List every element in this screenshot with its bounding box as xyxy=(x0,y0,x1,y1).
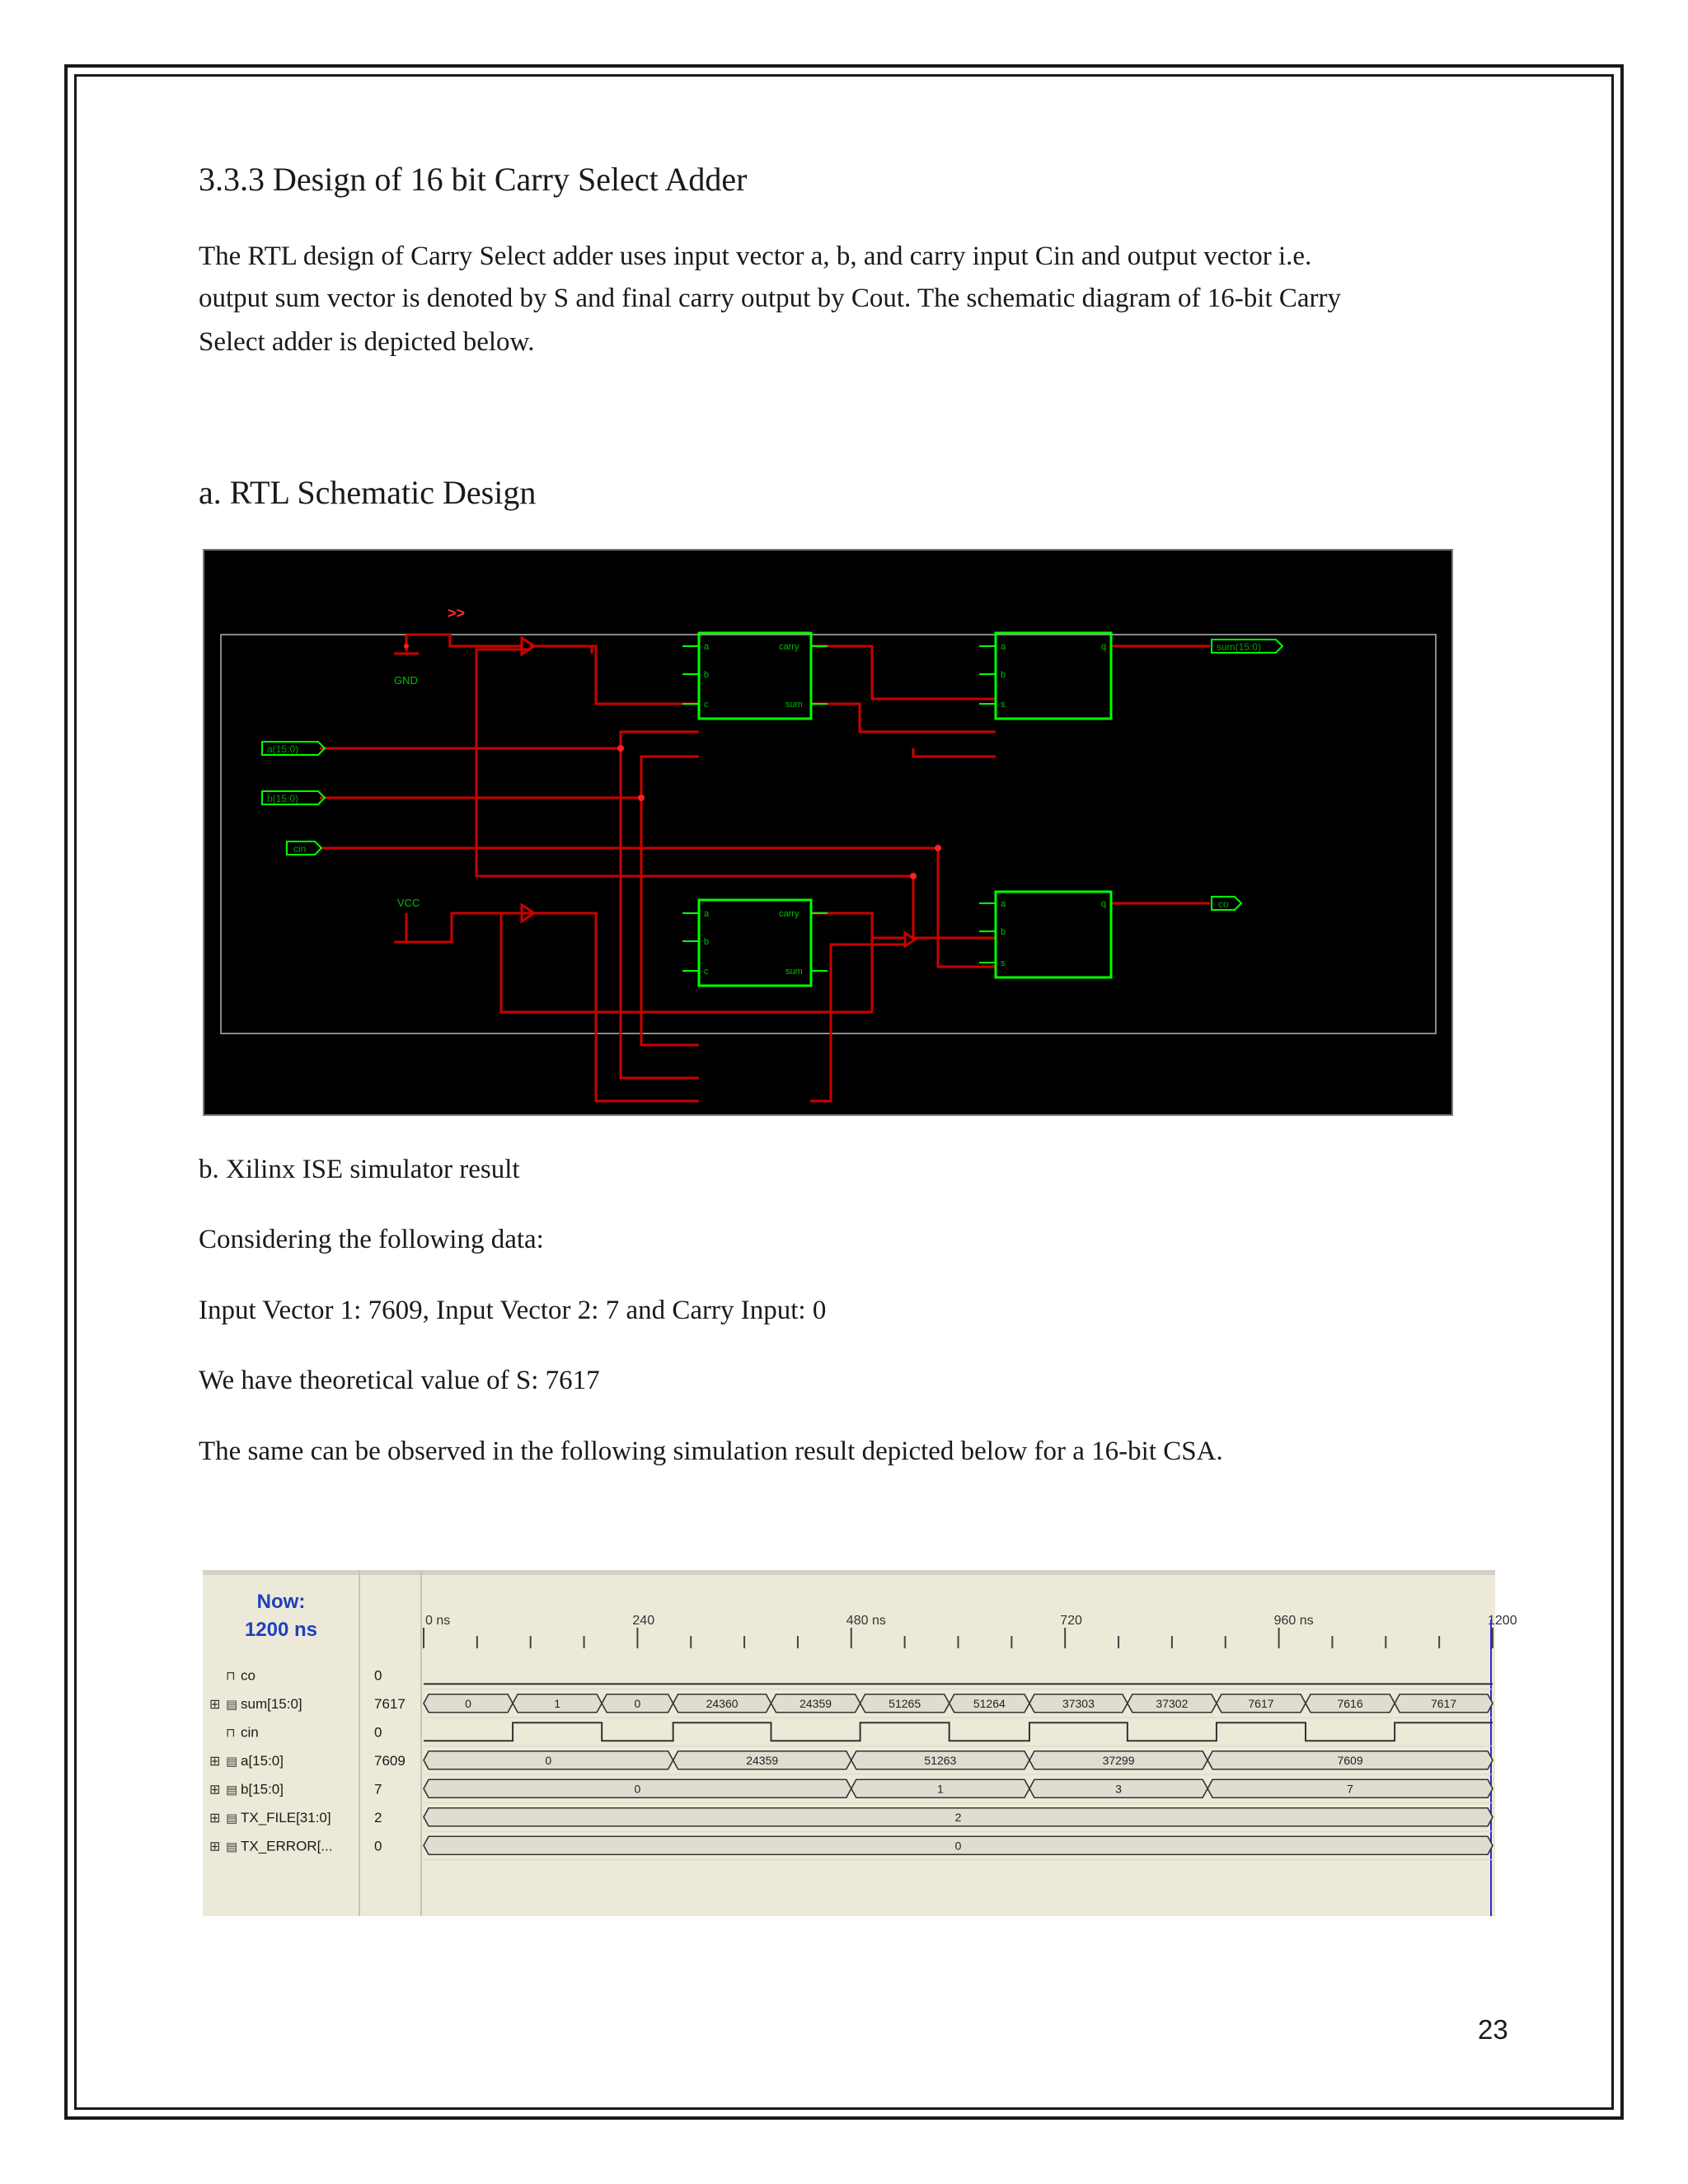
gnd-label: GND xyxy=(394,674,418,687)
signal-value: 7 xyxy=(374,1781,382,1797)
svg-text:cin: cin xyxy=(293,843,307,855)
input-port-a xyxy=(262,742,325,755)
signal-value: 0 xyxy=(374,1724,382,1741)
signal-value: 0 xyxy=(374,1667,382,1684)
bus-segment-value: 2 xyxy=(954,1810,962,1824)
bus-segment-value: 51264 xyxy=(973,1696,1006,1710)
expand-toggle-icon[interactable]: ⊞ xyxy=(209,1697,221,1712)
svg-text:b: b xyxy=(704,937,710,947)
intro-line-1: The RTL design of Carry Select adder uses input vector a, b, and carry input Cin and output vector i.e. xyxy=(199,241,1312,271)
bus-segment-value: 0 xyxy=(465,1696,471,1710)
intro-line-2: output sum vector is denoted by S and final carry output by Cout. The schematic diagram of 16-bit Carry xyxy=(199,284,1341,313)
input-port-cin xyxy=(287,841,321,855)
bus-segment-value: 1 xyxy=(554,1696,561,1710)
time-tick-label: 480 ns xyxy=(846,1614,886,1628)
input-port-b xyxy=(262,791,325,804)
bus-segment-value: 24360 xyxy=(706,1696,738,1710)
svg-text:q: q xyxy=(1101,642,1107,652)
svg-text:c: c xyxy=(704,967,709,977)
bus-segment-value: 1 xyxy=(936,1782,944,1796)
now-label: Now: xyxy=(256,1591,306,1613)
svg-text:s: s xyxy=(1001,700,1006,710)
svg-text:b: b xyxy=(1001,927,1006,937)
simulation-waveform-figure xyxy=(203,1570,1517,1916)
output-port-sum xyxy=(1212,640,1282,653)
svg-text:a: a xyxy=(704,909,710,919)
expand-toggle-icon[interactable]: ⊞ xyxy=(209,1840,221,1854)
bus-segment-value: 24359 xyxy=(746,1753,779,1767)
adder-block-upper xyxy=(682,633,828,719)
signal-value: 0 xyxy=(374,1838,382,1854)
page-number: 23 xyxy=(1478,2014,1508,2045)
bus-segment-value: 24359 xyxy=(799,1696,832,1710)
time-tick-label: 240 xyxy=(632,1614,655,1628)
svg-text:a: a xyxy=(1001,642,1006,652)
svg-text:b: b xyxy=(1001,670,1006,680)
expand-toggle-icon[interactable]: ⊞ xyxy=(209,1811,221,1825)
paragraph-theoretical-value: We have theoretical value of S: 7617 xyxy=(199,1366,600,1395)
svg-text:sum: sum xyxy=(785,700,803,710)
bus-segment-value: 0 xyxy=(545,1753,552,1767)
bus-signal-icon: ▤ xyxy=(226,1697,238,1712)
schematic-junctions xyxy=(404,644,941,879)
schematic-boundary xyxy=(221,635,1436,1033)
now-value: 1200 ns xyxy=(244,1619,318,1641)
svg-text:carry: carry xyxy=(779,642,799,652)
signal-name[interactable]: cin xyxy=(241,1724,259,1741)
bus-segment-value: 0 xyxy=(954,1839,962,1853)
bus-segment-value: 37302 xyxy=(1156,1696,1189,1710)
bus-segment-value: 0 xyxy=(634,1696,641,1710)
bus-segment-value: 7609 xyxy=(1337,1753,1363,1767)
time-tick-label: 1200 xyxy=(1488,1614,1517,1628)
expand-toggle-icon[interactable]: ⊞ xyxy=(209,1783,221,1797)
bus-segment-value: 7616 xyxy=(1337,1696,1363,1710)
paragraph-input-vectors: Input Vector 1: 7609, Input Vector 2: 7 and Carry Input: 0 xyxy=(199,1296,827,1325)
bus-signal-icon: ▤ xyxy=(226,1754,238,1769)
time-tick-label: 960 ns xyxy=(1273,1614,1314,1628)
time-tick-label: 0 ns xyxy=(425,1614,451,1628)
signal-value: 7609 xyxy=(374,1752,406,1769)
signal-value: 2 xyxy=(374,1809,382,1825)
schematic-marker: >> xyxy=(448,605,466,621)
signal-value: 7617 xyxy=(374,1695,406,1712)
bus-segment-value: 7617 xyxy=(1248,1696,1274,1710)
svg-text:b: b xyxy=(704,670,710,680)
svg-text:a: a xyxy=(704,642,710,652)
svg-text:c: c xyxy=(704,700,709,710)
bus-signal-icon: ▤ xyxy=(226,1840,238,1854)
signal-name[interactable]: b[15:0] xyxy=(241,1781,284,1797)
bus-segment-value: 51263 xyxy=(924,1753,957,1767)
bus-segment-value: 0 xyxy=(634,1782,641,1796)
intro-line-3: Select adder is depicted below. xyxy=(199,327,535,357)
signal-name[interactable]: co xyxy=(241,1667,256,1684)
paragraph-observation: The same can be observed in the following simulation result depicted below for a 16-bit CSA. xyxy=(199,1436,1223,1466)
output-port-co xyxy=(1212,897,1241,910)
bus-segment-value: 3 xyxy=(1115,1782,1122,1796)
signal-name[interactable]: sum[15:0] xyxy=(241,1695,302,1712)
svg-text:sum(15:0): sum(15:0) xyxy=(1217,641,1262,653)
bus-signal-icon: ▤ xyxy=(226,1811,238,1825)
svg-text:co: co xyxy=(1218,898,1229,910)
bus-segment-value: 37299 xyxy=(1102,1753,1135,1767)
bus-segment-value: 51265 xyxy=(889,1696,921,1710)
signal-name[interactable]: TX_FILE[31:0] xyxy=(241,1809,331,1825)
vcc-label: VCC xyxy=(397,897,420,909)
svg-text:carry: carry xyxy=(779,909,799,919)
section-title: 3.3.3 Design of 16 bit Carry Select Adder xyxy=(199,161,748,198)
svg-text:a: a xyxy=(1001,899,1006,909)
svg-text:sum: sum xyxy=(785,967,803,977)
bit-signal-icon: ⊓ xyxy=(226,1669,236,1684)
bus-segment-value: 7 xyxy=(1347,1782,1353,1796)
paragraph-considering: Considering the following data: xyxy=(199,1225,544,1254)
signal-name[interactable]: TX_ERROR[... xyxy=(241,1838,333,1854)
expand-toggle-icon[interactable]: ⊞ xyxy=(209,1754,221,1769)
rtl-schematic-figure xyxy=(203,549,1453,1116)
adder-block-lower xyxy=(682,900,828,986)
bus-segment-value: 37303 xyxy=(1062,1696,1095,1710)
subheading-simulator-result: b. Xilinx ISE simulator result xyxy=(199,1155,520,1184)
schematic-nets xyxy=(320,635,1210,1101)
subheading-rtl-schematic: a. RTL Schematic Design xyxy=(199,474,537,511)
signal-name[interactable]: a[15:0] xyxy=(241,1752,284,1769)
time-tick-label: 720 xyxy=(1060,1614,1082,1628)
bit-signal-icon: ⊓ xyxy=(226,1726,236,1741)
svg-text:a(15:0): a(15:0) xyxy=(267,743,299,755)
svg-text:s: s xyxy=(1001,958,1006,968)
bus-signal-icon: ▤ xyxy=(226,1783,238,1797)
mux-block-lower xyxy=(979,892,1111,977)
svg-text:b(15:0): b(15:0) xyxy=(267,793,299,804)
mux-block-upper xyxy=(979,633,1111,719)
bus-segment-value: 7617 xyxy=(1430,1696,1457,1710)
svg-text:q: q xyxy=(1101,899,1107,909)
